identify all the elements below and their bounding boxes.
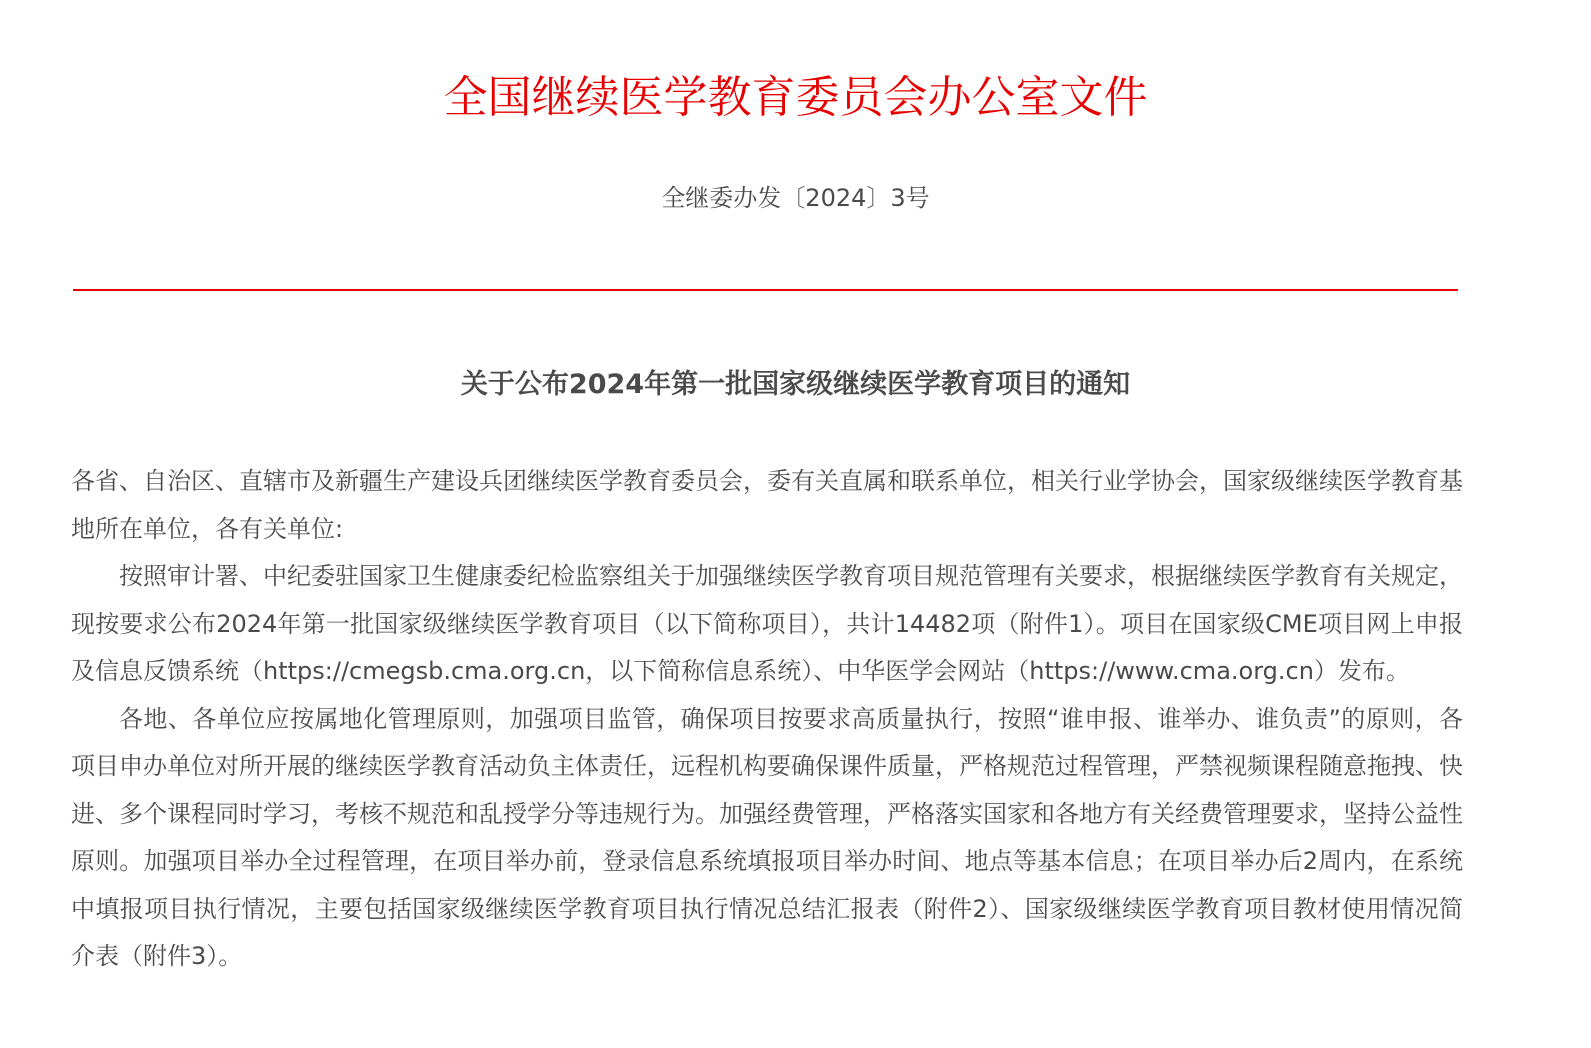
red-divider-line [73,289,1458,291]
body-paragraph: 各地、各单位应按属地化管理原则，加强项目监管，确保项目按要求高质量执行，按照“谁申报、谁举办、谁负责”的原则，各项目申办单位对所开展的继续医学教育活动负主体责任，远程机构要确保课件质量，严格规范过程管理，严禁视频课程随意拖拽、快进、多个课程同时学习，考核不规范和乱授学分等违规行为。加强经费管理，严格落实国家和各地方有关经费管理要求，坚持公益性原则。加强项目举办全过程管理，在项目举办前，登录信息系统填报项目举办时间、地点等基本信息；在项目举办后2周内，在系统中填报项目执行情况，主要包括国家级继续医学教育项目执行情况总结汇报表（附件2）、国家级继续医学教育项目教材使用情况简介表（附件3）。 [71,704,1463,970]
document-number: 全继委办发〔2024〕3号 [661,184,930,212]
document-header-title: 全国继续医学教育委员会办公室文件 [443,72,1148,123]
salutation: 各省、自治区、直辖市及新疆生产建设兵团继续医学教育委员会，委有关直属和联系单位，相关行业学协会，国家级继续医学教育基地所在单位，各有关单位: [71,467,1463,543]
notice-body [71,458,1463,981]
notice-title: 关于公布2024年第一批国家级继续医学教育项目的通知 [460,369,1131,400]
body-paragraph: 按照审计署、中纪委驻国家卫生健康委纪检监察组关于加强继续医学教育项目规范管理有关要求，根据继续医学教育有关规定，现按要求公布2024年第一批国家级继续医学教育项目（以下简称项目），共计14482项（附件1）。项目在国家级CME项目网上申报及信息反馈系统（https://cmegsb.cma.org.cn，以下简称信息系统）、中华医学会网站（https://www.cma.org.cn）发布。 [71,562,1463,685]
